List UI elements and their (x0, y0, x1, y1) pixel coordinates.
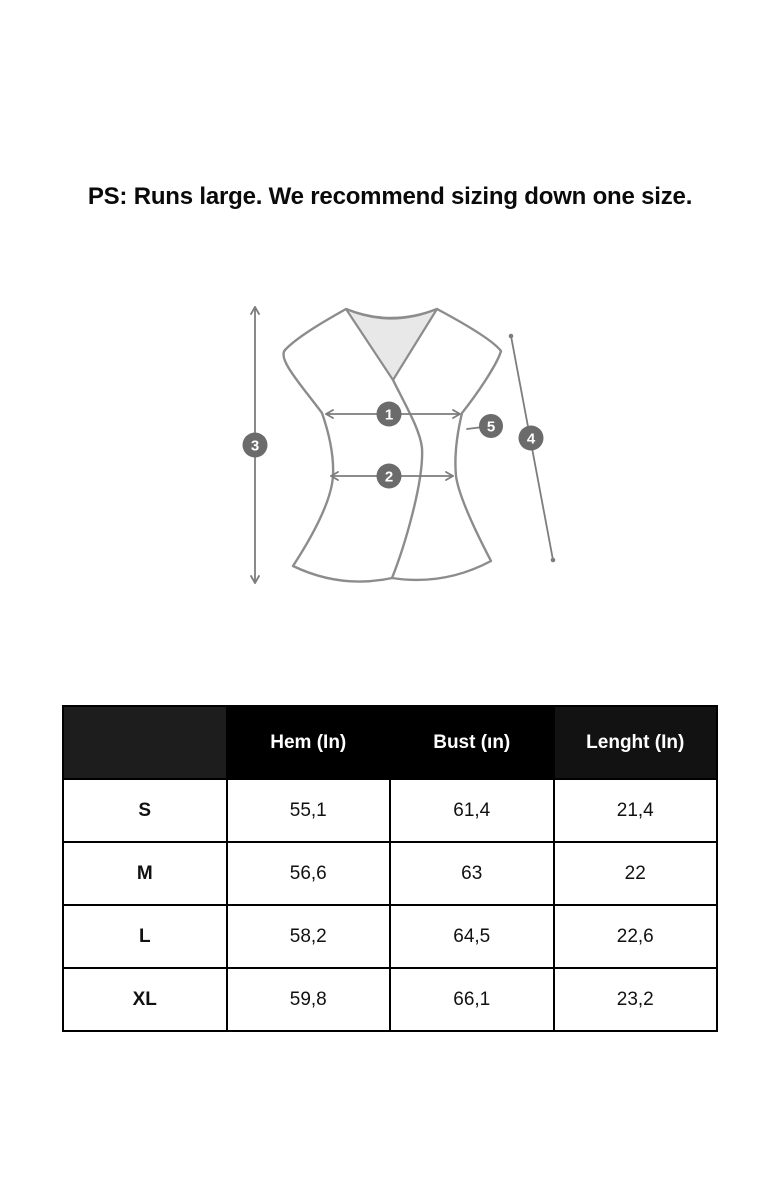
size-label: L (63, 905, 227, 968)
length-value: 22,6 (554, 905, 718, 968)
measure-marker-5 (479, 414, 503, 438)
svg-text:5: 5 (486, 418, 496, 436)
table-row-xl (63, 968, 717, 1031)
hem-value: 58,2 (227, 905, 391, 968)
bust-value: 66,1 (390, 968, 554, 1031)
svg-text:3: 3 (250, 437, 260, 455)
bust-value: 61,4 (390, 779, 554, 842)
seam-pointer-line (467, 428, 479, 430)
column-header-bust: Bust (ın) (390, 706, 554, 779)
sizing-note: PS: Runs large. We recommend sizing down one size. (87, 183, 693, 210)
svg-text:2: 2 (384, 468, 394, 486)
hem-value: 55,1 (227, 779, 391, 842)
garment-measurement-diagram (200, 280, 600, 620)
table-row-s (63, 779, 717, 842)
size-table (62, 705, 718, 1032)
length-value: 21,4 (554, 779, 718, 842)
size-label: XL (63, 968, 227, 1031)
measure-marker-1 (377, 402, 402, 427)
svg-text:4: 4 (526, 430, 536, 448)
bust-value: 64,5 (390, 905, 554, 968)
length-value: 22 (554, 842, 718, 905)
size-label: M (63, 842, 227, 905)
column-header-length: Lenght (In) (554, 706, 718, 779)
column-header-hem: Hem (In) (227, 706, 391, 779)
table-row-l (63, 905, 717, 968)
length-value: 23,2 (554, 968, 718, 1031)
measure-marker-4 (519, 426, 544, 451)
size-table-header-row (63, 706, 717, 779)
table-row-m (63, 842, 717, 905)
hem-value: 59,8 (227, 968, 391, 1031)
column-header-size (63, 706, 227, 779)
measure-marker-3 (243, 433, 268, 458)
svg-text:1: 1 (384, 406, 394, 424)
hem-value: 56,6 (227, 842, 391, 905)
size-label: S (63, 779, 227, 842)
bust-value: 63 (390, 842, 554, 905)
measure-marker-2 (377, 464, 402, 489)
